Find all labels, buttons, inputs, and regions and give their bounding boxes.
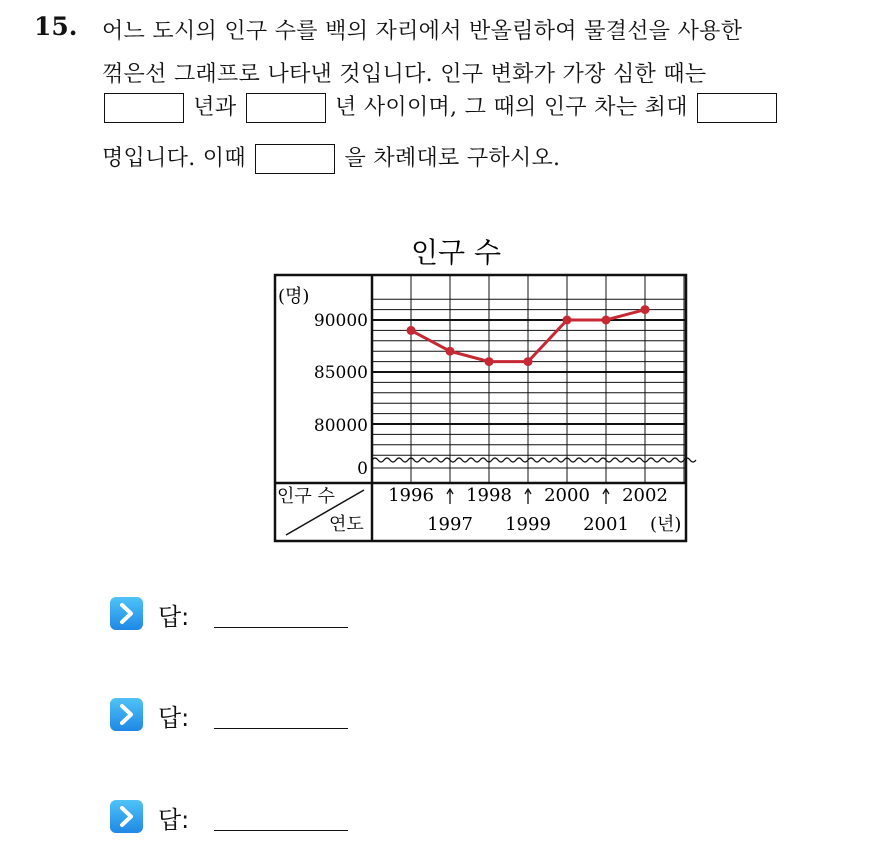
y-tick-labels (314, 311, 368, 479)
data-point (524, 357, 533, 366)
data-point (602, 316, 611, 325)
answer-blank-2 (246, 93, 326, 123)
chart-title: 인구 수 (410, 236, 502, 269)
question-number: 15. (34, 12, 78, 41)
x-tick-label: 1999 (505, 514, 551, 535)
y-tick-label: 0 (357, 459, 368, 479)
corner-label-bottom: 연도 (329, 514, 364, 535)
chevron-right-icon (110, 597, 143, 630)
x-tick-labels (388, 485, 668, 535)
question-text-3a: 년과 (193, 95, 237, 120)
data-point (563, 316, 572, 325)
corner-label-top: 인구 수 (277, 486, 335, 507)
y-tick-label: 85000 (313, 363, 368, 383)
y-tick-label: 90000 (313, 311, 368, 331)
data-point (485, 357, 494, 366)
question-text-4a: 명입니다. 이때 (102, 146, 246, 171)
x-tick-label: 1996 (388, 485, 434, 506)
answer-blank-4 (255, 144, 335, 174)
answer-blank-1 (104, 93, 184, 123)
chevron-right-icon (110, 800, 143, 833)
data-point (446, 347, 455, 356)
x-tick-arrow (603, 489, 609, 504)
y-tick-label: 80000 (313, 416, 368, 436)
question-text-3b: 년 사이이며, 그 때의 인구 차는 최대 (335, 95, 688, 120)
answer-label: 답: (158, 704, 190, 732)
question-text-line-2: 꺾은선 그래프로 나타낸 것입니다. 인구 변화가 가장 심한 때는 (102, 62, 707, 87)
axis-break-wave (372, 458, 696, 462)
question-text-line-3 (102, 90, 779, 123)
answer-blank-3 (697, 93, 777, 123)
x-tick-label: 1998 (466, 485, 512, 506)
question-text-line-1: 어느 도시의 인구 수를 백의 자리에서 반올림하여 물결선을 사용한 (102, 19, 743, 44)
data-point (641, 305, 650, 314)
data-point (407, 326, 416, 335)
answer-label: 답: (158, 603, 190, 631)
chevron-right-icon (110, 698, 143, 731)
x-unit-label: (년) (650, 514, 682, 535)
answer-input-line[interactable] (214, 728, 348, 729)
question-text-line-4 (102, 141, 560, 174)
answer-input-line[interactable] (214, 627, 348, 628)
y-unit-label: (명) (278, 286, 310, 307)
x-tick-label: 2000 (544, 485, 590, 506)
answer-input-line[interactable] (214, 830, 348, 831)
answer-label: 답: (158, 806, 190, 834)
population-line-chart (240, 228, 700, 548)
question-text-4b: 을 차례대로 구하시오. (344, 146, 561, 171)
x-tick-arrow (525, 489, 531, 504)
x-tick-label: 2002 (622, 485, 668, 506)
x-tick-arrow (447, 489, 453, 504)
x-tick-label: 1997 (427, 514, 473, 535)
x-tick-label: 2001 (583, 514, 629, 535)
